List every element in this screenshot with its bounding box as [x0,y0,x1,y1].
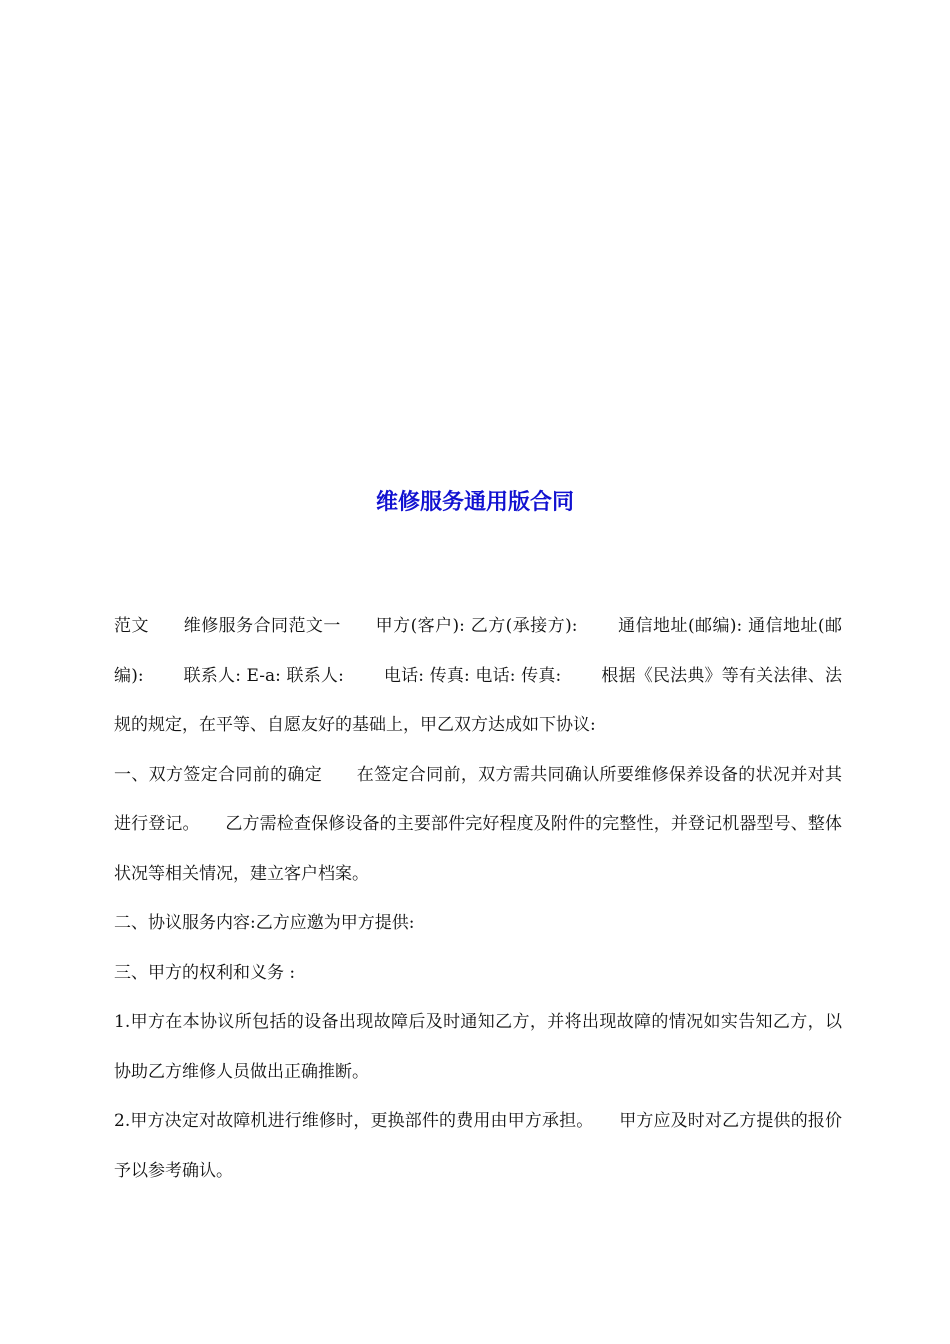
paragraph-preamble: 范文 维修服务合同范文一 甲方(客户): 乙方(承接方): 通信地址(邮编): 通信地址(邮编): 联系人: E-a: 联系人: 电话: 传真: 电话: 传真: 根据《民法典》等有关法律、法规的规定，在平等、自愿友好的基础上，甲乙双方达成如下协议: [114,616,842,735]
paragraph-section-2: 二、协议服务内容:乙方应邀为甲方提供: [114,913,415,933]
document-body [114,602,842,1196]
paragraph-section-1: 一、双方签定合同前的确定 在签定合同前，双方需共同确认所要维修保养设备的状况并对其进行登记。 乙方需检查保修设备的主要部件完好程度及附件的完整性，并登记机器型号、整体状况等相关情况，建立客户档案。 [114,764,842,884]
paragraph-section-3: 三、甲方的权利和义务 : [114,962,296,983]
document-title: 维修服务通用版合同 [375,490,574,515]
paragraph-clause-2: 2.甲方决定对故障机进行维修时，更换部件的费用由甲方承担。 甲方应及时对乙方提供的报价予以参考确认。 [114,1111,842,1181]
paragraph-clause-1: 1.甲方在本协议所包括的设备出现故障后及时通知乙方，并将出现故障的情况如实告知乙方，以协助乙方维修人员做出正确推断。 [114,1012,842,1082]
